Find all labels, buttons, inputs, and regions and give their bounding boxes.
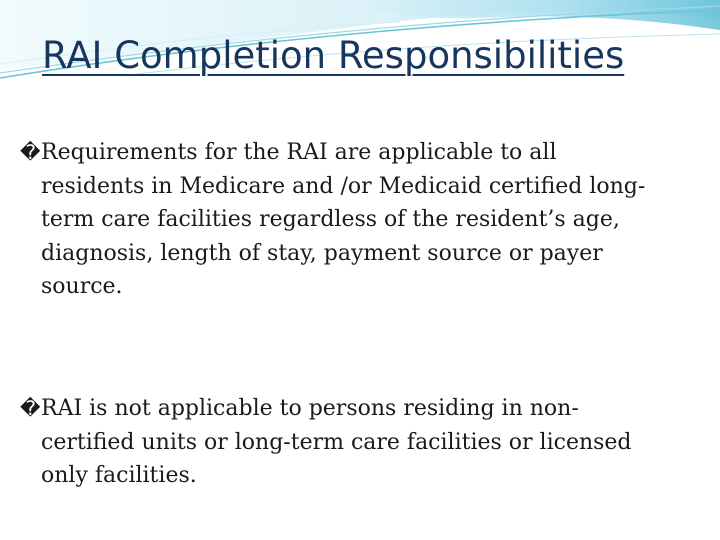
bullet-2-line-2: certified units or long-term care facilities or licensed (41, 429, 632, 455)
bullet-2-line-3: only facilities. (41, 463, 197, 488)
bullet-glyph-icon: � (20, 140, 41, 164)
bullet-1-line-4: diagnosis, length of stay, payment source or payer (41, 240, 603, 266)
bullet-item-2 (20, 392, 685, 493)
bullet-1-line-2: residents in Medicare and /or Medicaid certified long- (41, 173, 646, 199)
bullet-1-line-1: Requirements for the RAI are applicable to all (41, 140, 557, 165)
bullet-1-line-5: source. (41, 274, 123, 299)
bullet-1-line-3: term care facilities regardless of the resident’s age, (41, 207, 620, 232)
slide-title: RAI Completion Responsibilities (42, 34, 625, 77)
bullet-item-1 (20, 136, 685, 304)
bullet-text-2 (20, 392, 685, 493)
bullet-2-line-1: RAI is not applicable to persons residing in non- (41, 396, 579, 421)
bullet-text-1 (20, 136, 685, 304)
bullet-glyph-icon: � (20, 396, 41, 420)
